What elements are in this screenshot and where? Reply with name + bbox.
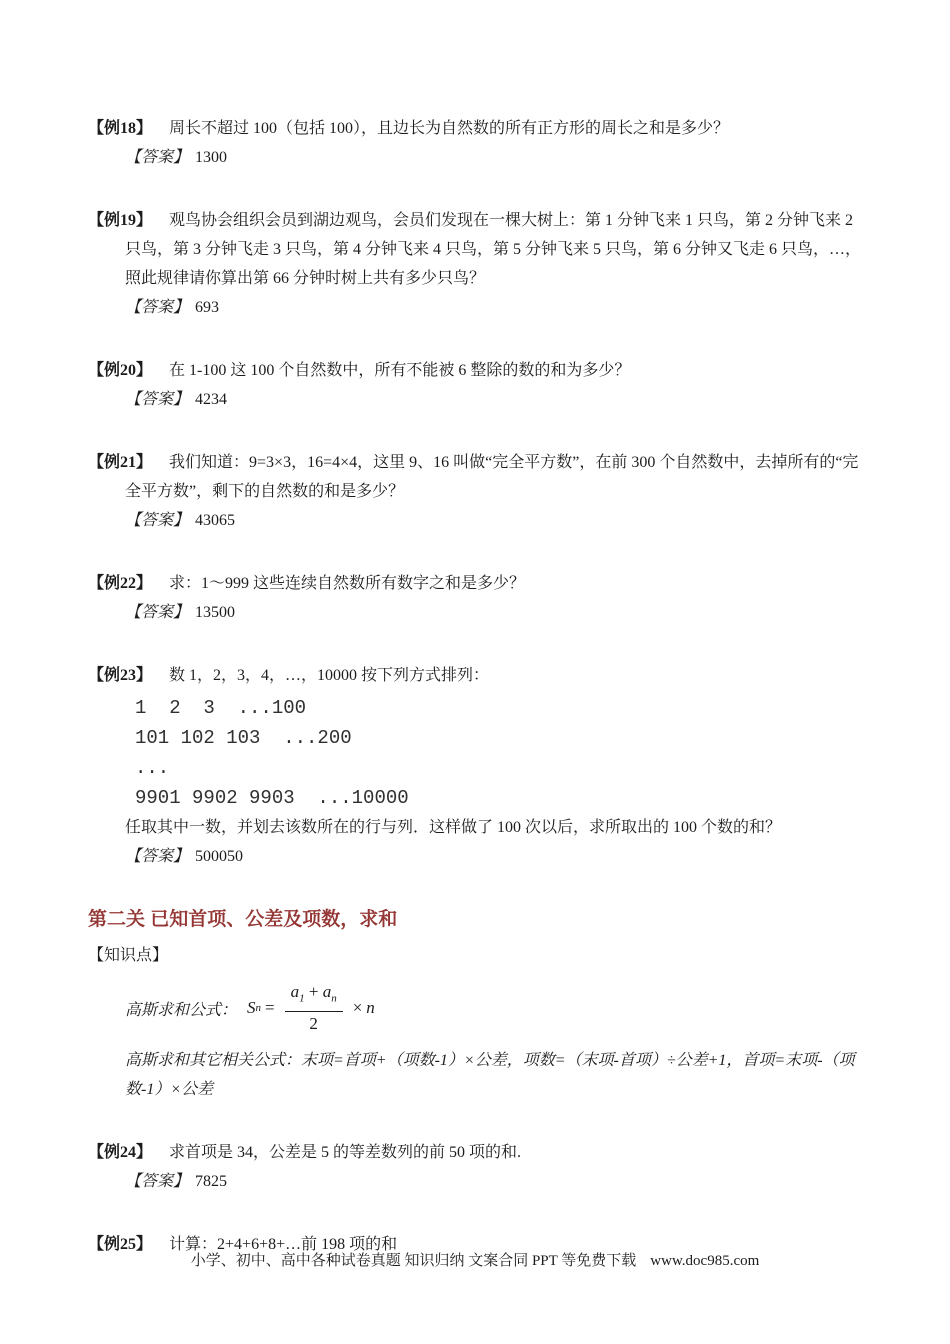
example-23-note: 任取其中一数，并划去该数所在的行与列．这样做了 100 次以后，求所取出的 100 个数的和？ bbox=[125, 819, 782, 836]
answer-label: 【答案】 bbox=[125, 149, 190, 166]
answer-label: 【答案】 bbox=[125, 512, 190, 529]
example-18-question bbox=[88, 114, 862, 143]
example-18-answer bbox=[88, 143, 862, 172]
example-21 bbox=[88, 448, 862, 535]
example-18 bbox=[88, 114, 862, 172]
answer-label: 【答案】 bbox=[125, 299, 190, 316]
example-24-question-text: 求首项是 34，公差是 5 的等差数列的前 50 项的和. bbox=[169, 1144, 522, 1161]
example-25-question-text: 计算：2+4+6+8+…前 198 项的和 bbox=[169, 1236, 398, 1253]
formula-intro: 高斯求和公式： bbox=[125, 1001, 238, 1019]
example-19 bbox=[88, 206, 862, 322]
example-20-question-text: 在 1-100 这 100 个自然数中，所有不能被 6 整除的数的和为多少？ bbox=[169, 362, 631, 379]
answer-label: 【答案】 bbox=[125, 391, 190, 408]
formula-S-sub: n bbox=[255, 1001, 262, 1014]
example-20-answer bbox=[88, 385, 862, 414]
example-22 bbox=[88, 569, 862, 627]
example-22-question bbox=[88, 569, 862, 598]
example-24-label: 【例24】 bbox=[88, 1144, 153, 1161]
page-footer bbox=[0, 1250, 950, 1272]
formula-S: S bbox=[247, 997, 256, 1017]
formula-plus: + bbox=[308, 982, 319, 1002]
example-24-answer bbox=[88, 1167, 862, 1196]
example-23-question bbox=[88, 661, 862, 690]
example-18-label: 【例18】 bbox=[88, 120, 153, 137]
example-19-label: 【例19】 bbox=[88, 212, 153, 229]
example-21-question bbox=[88, 448, 862, 506]
example-19-question bbox=[88, 206, 862, 293]
example-22-answer bbox=[88, 598, 862, 627]
example-21-answer bbox=[88, 506, 862, 535]
formula-times: × bbox=[352, 997, 363, 1017]
example-21-label: 【例21】 bbox=[88, 454, 153, 471]
gauss-formula-line bbox=[88, 978, 862, 1038]
example-23-question-text: 数 1，2，3，4，…，10000 按下列方式排列： bbox=[169, 667, 490, 684]
example-21-question-text: 我们知道：9=3×3，16=4×4，这里 9、16 叫做“完全平方数”，在前 300 个自然数中，去掉所有的“完全平方数”，剩下的自然数的和是多少？ bbox=[125, 454, 859, 500]
formula-an: a bbox=[322, 982, 332, 1002]
answer-value: 1300 bbox=[195, 149, 228, 166]
answer-label: 【答案】 bbox=[125, 848, 190, 865]
formula-a1: a bbox=[290, 982, 300, 1002]
formula-n: n bbox=[366, 997, 375, 1017]
formula-denominator: 2 bbox=[309, 1013, 318, 1033]
answer-value: 500050 bbox=[195, 848, 244, 865]
example-20-question bbox=[88, 356, 862, 385]
answer-label: 【答案】 bbox=[125, 604, 190, 621]
formula-equals: = bbox=[265, 997, 275, 1017]
example-20 bbox=[88, 356, 862, 414]
answer-value: 43065 bbox=[195, 512, 236, 529]
example-23-answer bbox=[88, 842, 862, 871]
footer-text: 小学、初中、高中各种试卷真题 知识归纳 文案合同 PPT 等免费下载 bbox=[190, 1253, 637, 1269]
number-grid-row-last: 9901 9902 9903 ...10000 bbox=[135, 787, 409, 809]
example-19-question-text: 观鸟协会组织会员到湖边观鸟，会员们发现在一棵大树上：第 1 分钟飞来 1 只鸟，第 2 分钟飞来 2 只鸟，第 3 分钟飞走 3 只鸟，第 4 分钟飞来 4 只鸟，第 5 分钟飞来 5 只鸟，第 6 分钟又飞走 6 只鸟，…，照此规律请你算出第 66 分钟时树上共有多少只鸟？ bbox=[125, 212, 862, 287]
example-25-label: 【例25】 bbox=[88, 1236, 153, 1253]
formula-an-sub: n bbox=[331, 992, 337, 1005]
answer-value: 7825 bbox=[195, 1173, 228, 1190]
example-19-answer bbox=[88, 293, 862, 322]
example-22-question-text: 求：1～999 这些连续自然数所有数字之和是多少？ bbox=[169, 575, 526, 592]
answer-value: 4234 bbox=[195, 391, 228, 408]
answer-label: 【答案】 bbox=[125, 1173, 190, 1190]
example-23-label: 【例23】 bbox=[88, 667, 153, 684]
formula-a1-sub: 1 bbox=[299, 992, 305, 1005]
example-18-question-text: 周长不超过 100（包括 100），且边长为自然数的所有正方形的周长之和是多少？ bbox=[169, 120, 730, 137]
formula-numerator bbox=[285, 982, 343, 1011]
related-formula: 高斯求和其它相关公式：末项=首项+（项数-1）×公差，项数=（末项-首项）÷公差+1，首项=末项-（项数-1）×公差 bbox=[125, 1052, 855, 1098]
footer-url-link[interactable]: www.doc985.com bbox=[650, 1253, 760, 1269]
example-22-label: 【例22】 bbox=[88, 575, 153, 592]
number-grid-row-1: 1 2 3 ...100 bbox=[135, 697, 307, 719]
gauss-sum-formula bbox=[247, 982, 375, 1033]
answer-value: 13500 bbox=[195, 604, 236, 621]
example-20-label: 【例20】 bbox=[88, 362, 153, 379]
knowledge-point-label: 【知识点】 bbox=[88, 947, 169, 964]
number-grid-row-ellipsis: ... bbox=[135, 757, 170, 779]
number-grid-row-2: 101 102 103 ...200 bbox=[135, 727, 352, 749]
section-heading: 第二关 已知首项、公差及项数，求和 bbox=[88, 909, 398, 930]
example-24-question bbox=[88, 1138, 862, 1167]
number-grid bbox=[135, 693, 862, 813]
document-content bbox=[88, 114, 862, 1293]
example-24 bbox=[88, 1138, 862, 1196]
example-23 bbox=[88, 661, 862, 871]
formula-fraction bbox=[285, 982, 343, 1033]
answer-value: 693 bbox=[195, 299, 220, 316]
